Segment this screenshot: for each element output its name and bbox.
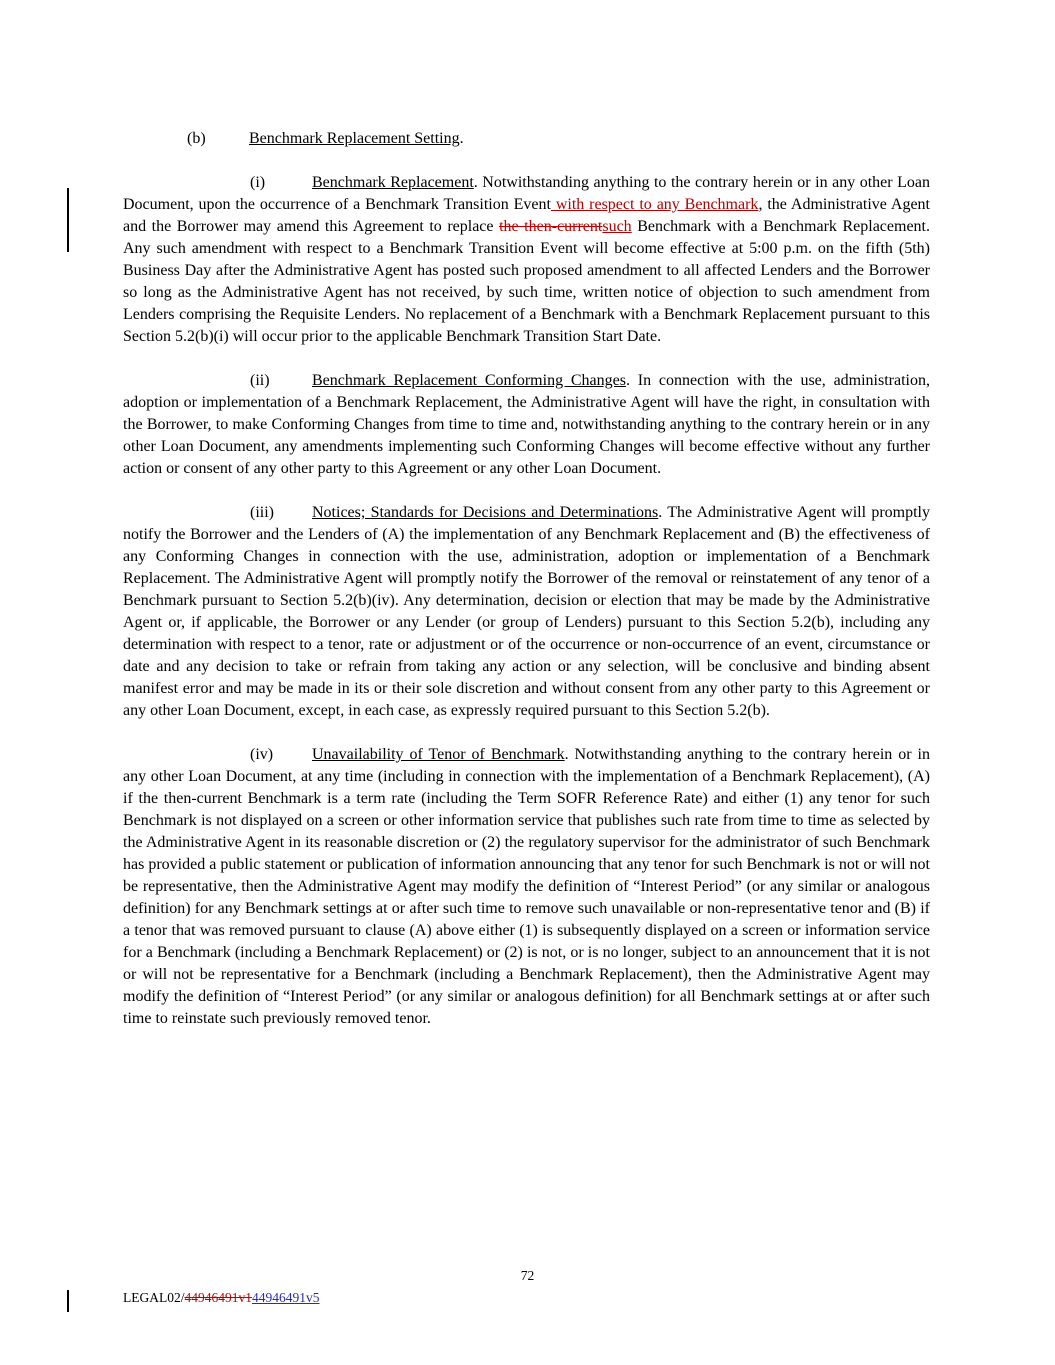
underlined-heading: Unavailability of Tenor of Benchmark bbox=[312, 746, 565, 763]
clause-iv-unavailability-of-tenor bbox=[123, 744, 930, 1030]
text-run: . The Administrative Agent will promptly notify the Borrower and the Lenders of (A) the implementation of any Benchmark Replacement and (B) the effectiveness of any Conforming Changes in connection with the use, administration, adoption or implementation of a Benchmark Replacement. The Administrative Agent will promptly notify the Borrower of the removal or reinstatement of any tenor of a Benchmark pursuant to Section 5.2(b)(iv). Any determination, decision or election that may be made by the Administrative Agent or, if applicable, the Borrower or any Lender (or group of Lenders) pursuant to this Section 5.2(b), including any determination with respect to a tenor, rate or adjustment or of the occurrence or non-occurrence of an event, circumstance or date and any decision to take or refrain from taking any action or any selection, will be conclusive and binding absent manifest error and may be made in its or their sole discretion and without consent from any other party to this Agreement or any other Loan Document, except, in each case, as expressly required pursuant to this Section 5.2(b). bbox=[123, 504, 931, 719]
change-bar-footer bbox=[67, 1290, 69, 1312]
underlined-heading: Benchmark Replacement Conforming Changes bbox=[312, 372, 626, 389]
clause-label: (b) bbox=[187, 130, 206, 147]
inserted-text: such bbox=[602, 218, 632, 235]
tab-spacer bbox=[123, 186, 250, 187]
text-run: , the Administrative Agent and the Borrower may amend this Agreement to replace bbox=[123, 196, 930, 235]
tab-spacer bbox=[123, 758, 250, 759]
underlined-heading: Benchmark Replacement bbox=[312, 174, 474, 191]
clause-label: (i) bbox=[250, 174, 266, 191]
text-run: . In connection with the use, administration, adoption or implementation of a Benchmark Replacement, the Administrative Agent will have the right, in consultation with the Borrower, to make Conforming Changes from time to time and, notwithstanding anything to the contrary herein or in any other Loan Document, any amendments implementing such Conforming Changes will become effective without any further action or consent of any other party to this Agreement or any other Loan Document. bbox=[123, 372, 930, 477]
clause-label: (iv) bbox=[250, 746, 274, 763]
underlined-heading: Notices; Standards for Decisions and Determinations bbox=[312, 504, 659, 521]
doc-id-prefix: LEGAL02/ bbox=[123, 1290, 185, 1305]
text-run: Benchmark with a Benchmark Replacement. Any such amendment with respect to a Benchmark Transition Event will become effective at 5:00 p.m. on the fifth (5th) Business Day after the Administrative Agent has posted such proposed amendment to all affected Lenders and the Borrower so long as the Administrative Agent has not received, by such time, written notice of objection to such amendment from Lenders comprising the Requisite Lenders. No replacement of a Benchmark with a Benchmark Replacement pursuant to this Section 5.2(b)(i) will occur prior to the applicable Benchmark Transition Start Date. bbox=[123, 218, 930, 345]
tab-spacer bbox=[123, 516, 250, 517]
text-run: . Notwithstanding anything to the contrary herein or in any other Loan Document, at any time (including in connection with the implementation of a Benchmark Replacement), (A) if the then-current Benchmark is a term rate (including the Term SOFR Reference Rate) and either (1) any tenor for such Benchmark is not displayed on a screen or other information service that publishes such rate from time to time as selected by the Administrative Agent in its reasonable discretion or (2) the regulatory supervisor for the administrator of such Benchmark has provided a public statement or publication of information announcing that any tenor for such Benchmark is not or will not be representative, then the Administrative Agent may modify the definition of “Interest Period” (or any similar or analogous definition) for any Benchmark settings at or after such time to remove such unavailable or non-representative tenor and (B) if a tenor that was removed pursuant to clause (A) above either (1) is subsequently displayed on a screen or information service for a Benchmark (including a Benchmark Replacement) or (2) is not, or is no longer, subject to an announcement that it is not or will not be representative for a Benchmark (including a Benchmark Replacement), then the Administrative Agent may modify the definition of “Interest Period” (or any similar or analogous definition) for all Benchmark settings at or after such time to reinstate such previously removed tenor. bbox=[123, 746, 931, 1027]
clause-ii-conforming-changes bbox=[123, 370, 930, 480]
clause-i-benchmark-replacement bbox=[123, 172, 930, 348]
doc-id-inserted: 44946491v5 bbox=[252, 1290, 320, 1305]
page-number: 72 bbox=[520, 1268, 535, 1283]
text-run: . bbox=[459, 130, 464, 147]
document-id-footer bbox=[123, 1290, 320, 1306]
clause-label: (ii) bbox=[250, 372, 270, 389]
tab-spacer bbox=[123, 384, 250, 385]
underlined-heading: Benchmark Replacement Setting bbox=[249, 130, 460, 147]
deleted-text: the then-current bbox=[499, 218, 603, 235]
text-run: . Notwithstanding anything to the contrary herein or in any other Loan Document, upon the occurrence of a Benchmark Transition Event bbox=[123, 174, 930, 213]
inserted-text: with respect to any Benchmark bbox=[550, 196, 759, 213]
doc-id-deleted: 44946491v1 bbox=[184, 1290, 252, 1305]
section-b-heading bbox=[123, 128, 930, 150]
document-body bbox=[123, 128, 930, 1052]
clause-label: (iii) bbox=[250, 504, 274, 521]
change-bar-paragraph-i bbox=[67, 188, 69, 252]
tab-spacer bbox=[123, 142, 187, 143]
clause-iii-notices-standards bbox=[123, 502, 930, 722]
